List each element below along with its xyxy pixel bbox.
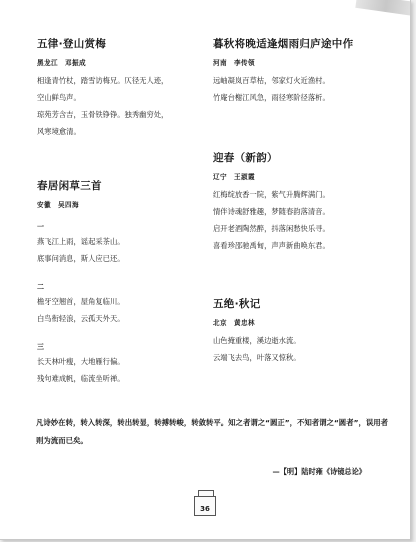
section-number: 一 xyxy=(37,222,44,231)
poem-author: 北京 黄忠林 xyxy=(213,319,255,327)
poem-body xyxy=(37,72,168,140)
poem-line: 启开老酒陶然醉，抖落闲愁快乐寻。 xyxy=(213,224,330,233)
poem-title: 五绝·秋记 xyxy=(213,298,261,310)
poem-line: 竹庵台榭江风急，雨径寒阶径落析。 xyxy=(213,93,330,102)
closing-quote: 凡诗妙在转，转入转深，转出转显，转搏转峻，转敛转平。知之者谓之“圆正”，不知者谓之“圆者”，误用者则为流而已矣。 xyxy=(36,418,389,445)
poem-line: 远岫凝岚百草枯，邻家灯火近渔村。 xyxy=(213,76,330,85)
poem-title: 暮秋将晚适逢烟雨归庐途中作 xyxy=(213,38,354,50)
poem-mu-qiu xyxy=(213,36,353,106)
poem-line: 云端飞去鸟，叶落又惊秋。 xyxy=(213,353,301,362)
page-number: 36 xyxy=(194,496,216,516)
poem-qiu-ji xyxy=(213,296,301,366)
poem-author: 黑龙江 邓振成 xyxy=(37,59,86,67)
poem-deng-shan-shang-mei xyxy=(37,36,168,140)
poem-line: 喜看珍邵驰禹甸，声声新曲唤东君。 xyxy=(213,241,330,250)
poem-body xyxy=(213,332,301,366)
poem-line: 山色掩重楼，溪边逝水流。 xyxy=(213,336,301,345)
poem-author: 辽宁 王淑霞 xyxy=(213,173,255,181)
poem-line: 底事问消息，斯人应已还。 xyxy=(37,254,125,263)
poem-body xyxy=(213,186,330,254)
poem-body xyxy=(213,72,353,106)
quote-attribution: —【明】陆时雍《诗镜总论》 xyxy=(272,467,366,476)
poem-line: 长天林叶瘦，大地雁行偏。 xyxy=(37,357,125,366)
poem-line: 风寒境愈清。 xyxy=(37,127,81,136)
poem-title: 迎春（新韵） xyxy=(213,152,278,164)
poem-line: 相逢青竹杖，踏雪访梅兄。仄径无人迹， xyxy=(37,76,169,85)
poem-author: 河南 李传领 xyxy=(213,59,255,67)
poem-line: 檐牙空翘首，屋角复临川。 xyxy=(37,297,125,306)
poem-title: 五律·登山赏梅 xyxy=(37,38,107,50)
poem-chun-ju-xian-cao xyxy=(37,178,125,387)
poem-line: 情伴诗魂舒雅趣，梦随春韵落清音。 xyxy=(213,207,330,216)
corner-decoration xyxy=(355,0,411,16)
poem-line: 残句难成帆，临流坐听禅。 xyxy=(37,374,125,383)
poem-ying-chun xyxy=(213,150,330,254)
poem-title: 春居闲草三首 xyxy=(37,180,102,192)
poem-line: 琼苑芳含吉，玉骨铁铮铮。独秀幽穷处， xyxy=(37,110,169,119)
poem-line: 燕飞江上雨，谣起采茶山。 xyxy=(37,237,125,246)
section-number: 二 xyxy=(37,282,44,291)
poem-line: 红梅绽放香一院，紫气升腾辉满门。 xyxy=(213,190,330,199)
poem-line: 空山鲜鸟声。 xyxy=(37,93,81,102)
poem-author: 安徽 吴四海 xyxy=(37,201,79,209)
poem-line: 白鸟衔轻浪，云孤天外天。 xyxy=(37,314,125,323)
section-number: 三 xyxy=(37,342,44,351)
